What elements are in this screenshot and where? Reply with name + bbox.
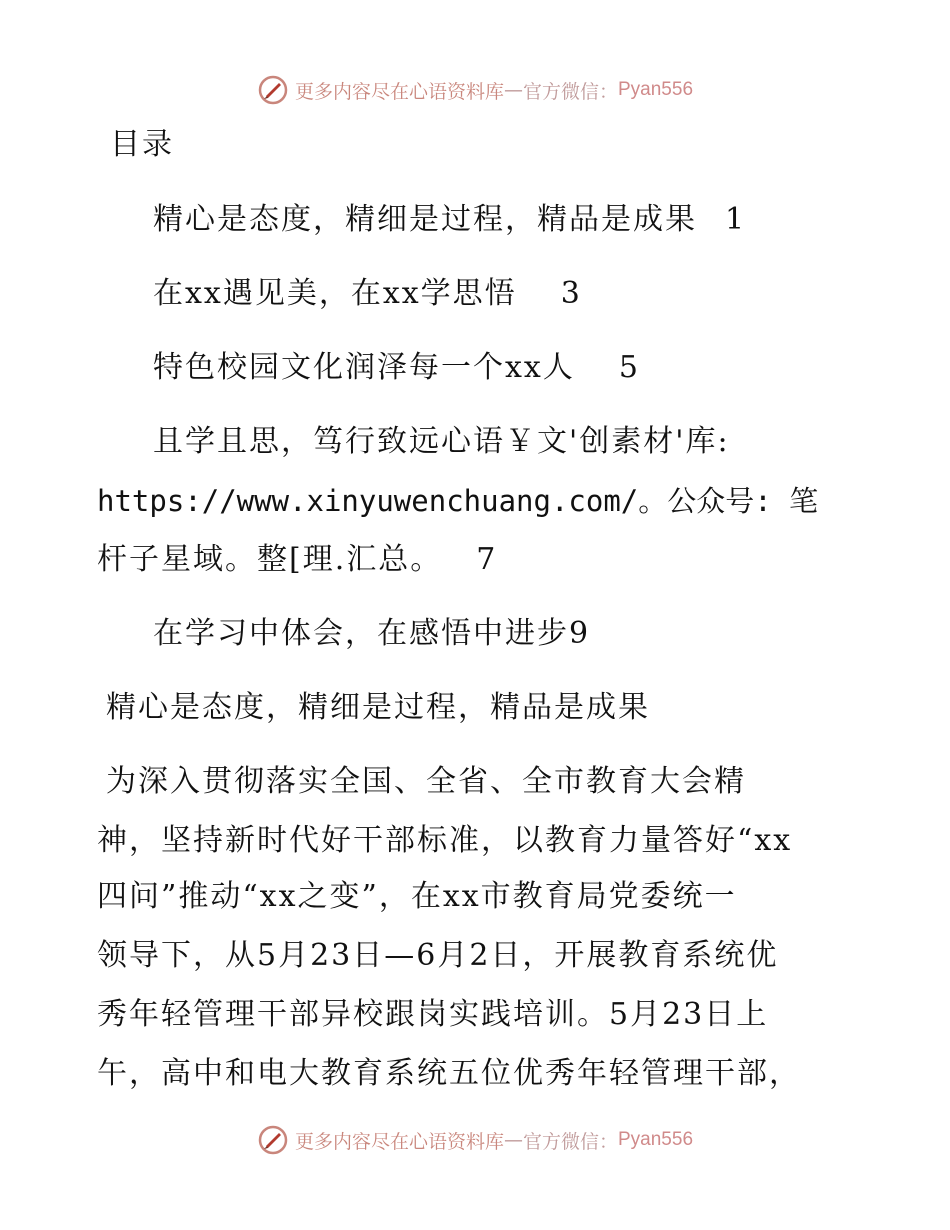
toc-entry-url-text: https://www.xinyuwenchuang.com/。公众号: 笔: [97, 484, 819, 518]
watermark-banner-bottom: [0, 1120, 950, 1160]
quill-logo-icon: [257, 74, 289, 106]
toc-entry-title: 在xx遇见美，在xx学思悟: [153, 276, 517, 311]
toc-entry: [153, 274, 582, 314]
quill-logo-icon: [257, 1124, 289, 1156]
toc-entry-page: 7: [476, 542, 498, 577]
toc-entry-title: 特色校园文化润泽每一个xx人: [153, 350, 575, 385]
toc-title: 目录: [110, 127, 174, 162]
toc-entry-title: 精心是态度，精细是过程，精品是成果: [153, 202, 697, 237]
toc-entry-page: 3: [560, 276, 582, 311]
toc-entry-text: 且学且思，笃行致远心语￥文'创素材'库:: [153, 424, 730, 459]
watermark-account: Pyan556: [618, 1129, 694, 1150]
toc-entry-page: 5: [618, 350, 640, 385]
article-line: 秀年轻管理干部异校跟岗实践培训。5月23日上: [97, 997, 769, 1032]
watermark-brand: 更多内容尽在心语资料库: [294, 1130, 504, 1153]
watermark-wechat-label: 官方微信：: [522, 1130, 618, 1153]
toc-entry: [153, 200, 746, 240]
toc-entry: [153, 348, 640, 388]
watermark-wechat-label: 官方微信：: [522, 80, 618, 103]
article-line: 午，高中和电大教育系统五位优秀年轻管理干部，: [97, 1056, 801, 1091]
article-line: 为深入贯彻落实全国、全省、全市教育大会精: [106, 764, 746, 799]
watermark-account: Pyan556: [618, 79, 694, 100]
watermark-brand: 更多内容尽在心语资料库: [294, 80, 504, 103]
article-line: 神，坚持新时代好干部标准，以教育力量答好“xx: [97, 823, 793, 858]
toc-entry: [97, 540, 497, 580]
watermark-separator: —: [503, 79, 523, 101]
watermark-banner-top: [0, 70, 950, 110]
article-line: 领导下，从5月23日—6月2日，开展教育系统优: [97, 938, 779, 973]
toc-entry-page: 1: [725, 202, 747, 237]
toc-entry-text: 杆子星域。整[理.汇总。: [97, 542, 443, 577]
article-heading: 精心是态度，精细是过程，精品是成果: [106, 690, 650, 725]
watermark-separator: —: [503, 1129, 523, 1151]
toc-entry: 在学习中体会，在感悟中进步9: [153, 616, 591, 651]
article-line: 四问”推动“xx之变”，在xx市教育局党委统一: [97, 879, 737, 914]
